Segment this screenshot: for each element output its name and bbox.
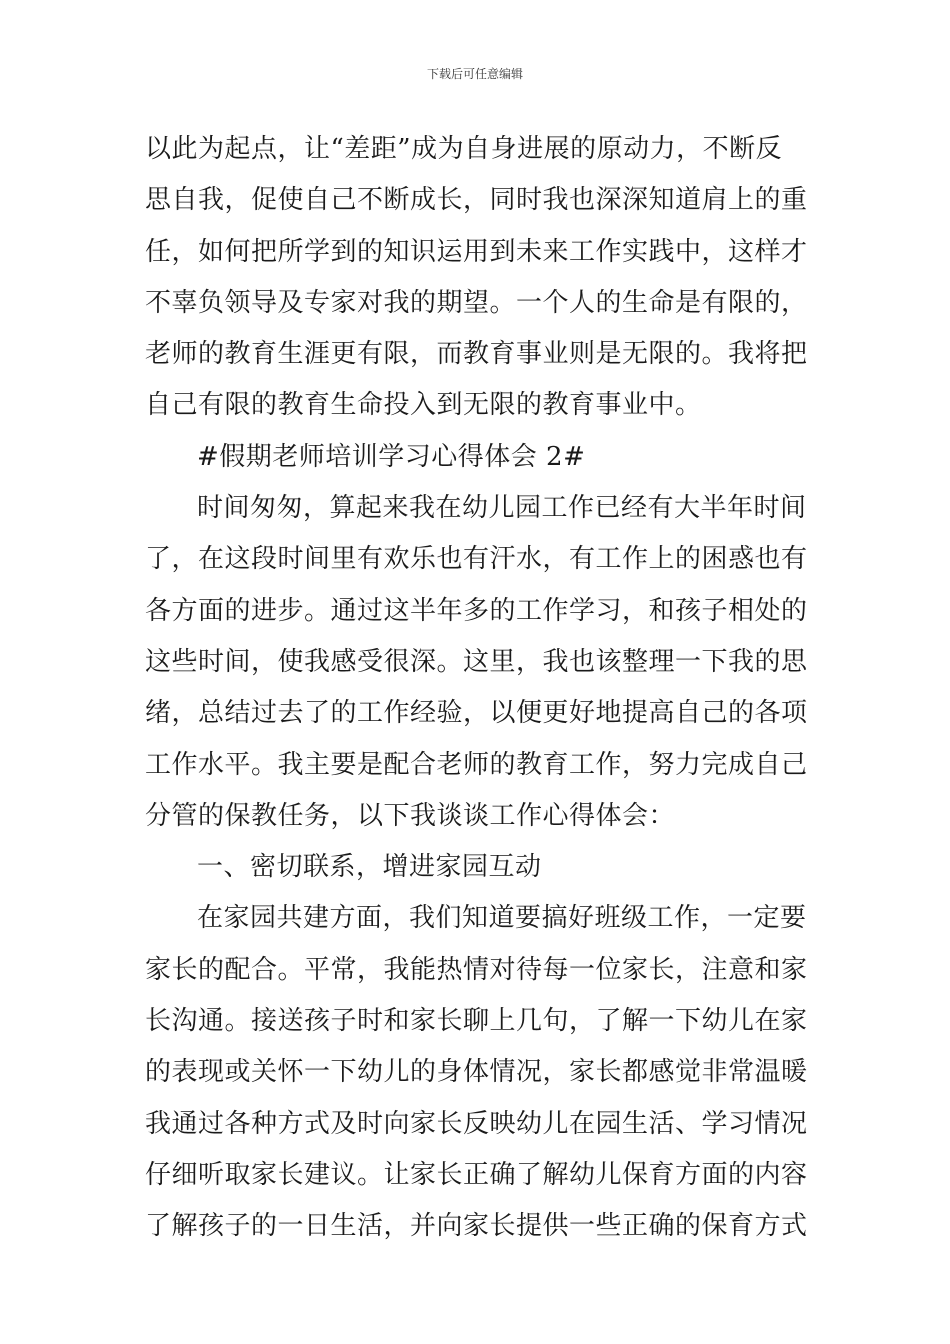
section-heading [145, 432, 810, 483]
text-line: 各方面的进步。通过这半年多的工作学习，和孩子相处的 [145, 595, 808, 626]
text-line: 家长的配合。平常，我能热情对待每一位家长，注意和家 [145, 954, 808, 985]
paragraph-3 [145, 893, 810, 1252]
text-line: 分管的保教任务，以下我谈谈工作心得体会： [145, 800, 676, 831]
document-body [145, 124, 810, 1253]
paragraph-2 [145, 483, 810, 842]
text-line: 仔细听取家长建议。让家长正确了解幼儿保育方面的内容 [145, 1159, 808, 1190]
text-line: 以此为起点，让“差距”成为自身进展的原动力，不断反 [145, 134, 783, 164]
heading-line: 一、密切联系，增进家园互动 [197, 852, 542, 883]
text-line: 自己有限的教育生命投入到无限的教育事业中。 [145, 390, 702, 421]
text-line: 这些时间，使我感受很深。这里，我也该整理一下我的思 [145, 646, 808, 677]
text-line: 了解孩子的一日生活，并向家长提供一些正确的保育方式 [145, 1211, 808, 1242]
paragraph-1 [145, 124, 810, 432]
text-line: 长沟通。接送孩子时和家长聊上几句，了解一下幼儿在家 [145, 1006, 808, 1037]
text-line: 绪，总结过去了的工作经验，以便更好地提高自己的各项 [145, 698, 808, 729]
text-line: 的表现或关怀一下幼儿的身体情况，家长都感觉非常温暖 [145, 1057, 808, 1088]
subsection-heading [145, 842, 810, 893]
text-line: 工作水平。我主要是配合老师的教育工作，努力完成自己 [145, 749, 808, 780]
text-line: 在家园共建方面，我们知道要搞好班级工作，一定要 [197, 903, 807, 934]
page-header: 下载后可任意编辑 [426, 67, 523, 81]
text-line: 我通过各种方式及时向家长反映幼儿在园生活、学习情况 [145, 1108, 808, 1139]
text-line: 老师的教育生涯更有限，而教育事业则是无限的。我将把 [145, 339, 808, 370]
text-line: 任，如何把所学到的知识运用到未来工作实践中，这样才 [145, 236, 808, 267]
text-line: 不辜负领导及专家对我的期望。一个人的生命是有限的， [145, 287, 808, 318]
heading-line: #假期老师培训学习心得体会 2# [197, 441, 586, 472]
text-line: 了，在这段时间里有欢乐也有汗水，有工作上的困惑也有 [145, 544, 808, 575]
text-line: 时间匆匆，算起来我在幼儿园工作已经有大半年时间 [197, 493, 807, 524]
text-line: 思自我，促使自己不断成长，同时我也深深知道肩上的重 [145, 185, 808, 216]
